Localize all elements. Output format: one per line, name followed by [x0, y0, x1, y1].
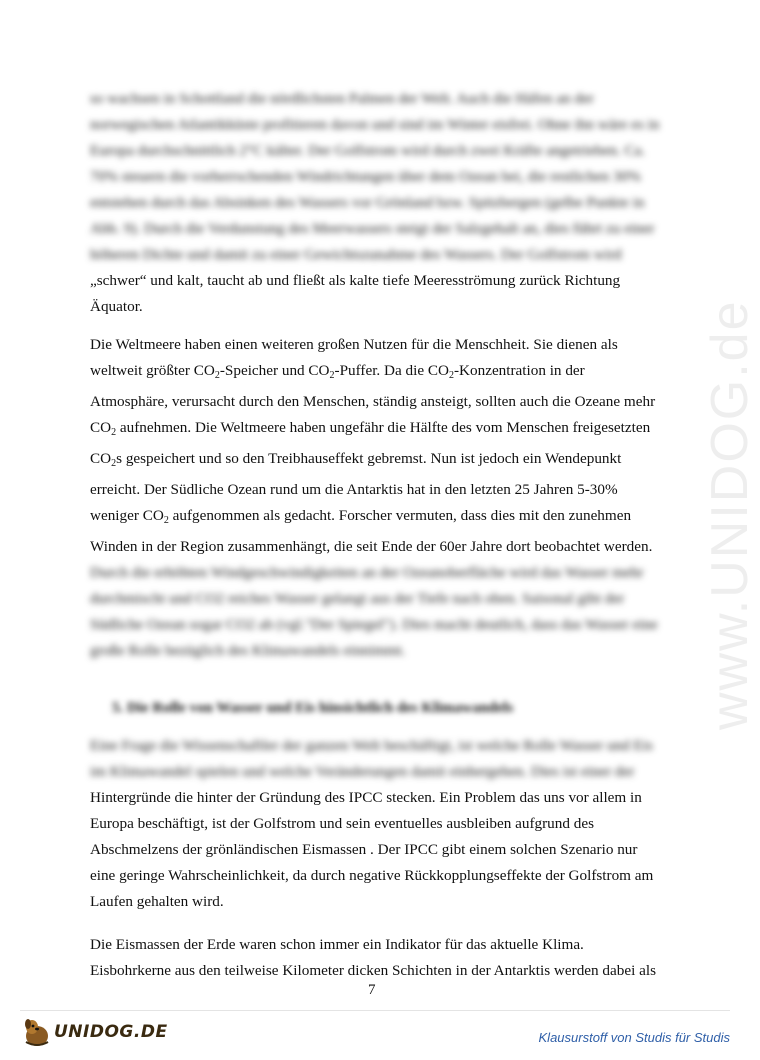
- text-line: [90, 503, 650, 534]
- unidog-logo: [20, 1016, 168, 1054]
- subscript: 2: [111, 427, 117, 438]
- text-fragment: CO: [90, 450, 112, 467]
- text-line: Die Weltmeere haben einen weiteren großen Nutzen für die Menschheit. Sie dienen als: [90, 336, 618, 353]
- text-line: [90, 446, 650, 477]
- text-line: höheren Dichte und damit zu einer Gewichtszunahme des Wassers. Der Golfstrom wird: [90, 246, 622, 263]
- text-fragment: -Konzentration in der: [453, 362, 585, 379]
- text-line: [90, 358, 650, 389]
- subscript: 2: [163, 515, 169, 526]
- text-fragment: aufnehmen. Die Weltmeere haben ungefähr die Hälfte des vom Menschen freigesetzten: [116, 419, 651, 436]
- subscript: 2: [329, 370, 335, 381]
- page-number: 7: [368, 982, 376, 998]
- text-line: durchmischt und CO2 reiches Wasser gelangt aus der Tiefe nach oben. Saisonal gibt der: [90, 590, 625, 607]
- text-line: entstehen durch das Absinken des Wassers vor Grönland bzw. Spitzbergen (gelbe Punkte in: [90, 194, 645, 211]
- text-line: Laufen gehalten wird.: [90, 893, 224, 910]
- text-line: Die Eismassen der Erde waren schon immer ein Indikator für das aktuelle Klima.: [90, 936, 584, 953]
- text-line: Äquator.: [90, 298, 143, 315]
- text-line: „schwer“ und kalt, taucht ab und fließt als kalte tiefe Meeresströmung zurück Richtung: [90, 272, 621, 289]
- text-line: [90, 415, 650, 446]
- text-line: Durch die erhöhten Windgeschwindigkeiten an der Ozeanoberfläche wird das Wasser mehr: [90, 564, 644, 581]
- subscript: 2: [111, 458, 117, 469]
- paragraph-gulf-stream: [90, 86, 660, 320]
- text-line: Winden in der Region zusammenhängt, die seit Ende der 60er Jahre dort beobachtet werden.: [90, 538, 653, 555]
- subscript: 2: [214, 370, 220, 381]
- text-line: Europa beschäftigt, ist der Golfstrom und sein eventuelles ausbleiben aufgrund des: [90, 815, 595, 832]
- text-fragment: weltweit größter CO: [90, 362, 215, 379]
- text-line: erreicht. Der Südliche Ozean rund um die Antarktis hat in den letzten 25 Jahren 5-30%: [90, 481, 618, 498]
- text-line: Abschmelzens der grönländischen Eismassen . Der IPCC gibt einem solchen Szenario nur: [90, 841, 638, 858]
- text-fragment: CO: [90, 419, 112, 436]
- text-fragment: -Puffer. Da die CO: [334, 362, 449, 379]
- text-fragment: weniger CO: [90, 507, 164, 524]
- dog-icon: [20, 1016, 54, 1050]
- blurred-text-block: [90, 86, 660, 268]
- text-line: 70% steuern die vorherrschenden Windrichtungen über dem Ozean bei, die restlichen 30%: [90, 168, 641, 185]
- logo-text: UNIDOG.DE: [54, 1022, 168, 1042]
- text-line: Eisbohrkerne aus den teilweise Kilometer dicken Schichten in der Antarktis werden dabei als: [90, 962, 656, 979]
- text-fragment: aufgenommen als gedacht. Forscher vermuten, dass dies mit den zunehmen: [168, 507, 632, 524]
- subscript: 2: [448, 370, 454, 381]
- text-line: Atmosphäre, verursacht durch den Menschen, ständig ansteigt, sollten auch die Ozeane mehr: [90, 393, 656, 410]
- section-heading: 5. Die Rolle von Wasser und Eis hinsichtlich des Klimawandels: [112, 700, 514, 716]
- watermark-text: www.UNIDOG.de: [701, 299, 759, 730]
- text-line: eine geringe Wahrscheinlichkeit, da durch negative Rückkopplungseffekte der Golfstrom am: [90, 867, 654, 884]
- paragraph-ice-masses: [90, 932, 656, 984]
- text-line: Eine Frage die Wissenschaftler der ganzen Welt beschäftigt, ist welche Rolle Wasser und Eis: [90, 737, 653, 754]
- text-fragment: s gespeichert und so den Treibhauseffekt gebremst. Nun ist jedoch ein Wendepunkt: [116, 450, 622, 467]
- paragraph-co2-storage: [90, 332, 658, 664]
- blurred-text-block: [90, 560, 658, 664]
- text-line: so wachsen in Schottland die nördlichsten Palmen der Welt. Auch die Häfen an der: [90, 90, 594, 107]
- paragraph-water-ice-role: [90, 733, 654, 915]
- text-line: Hintergründe die hinter der Gründung des IPCC stecken. Ein Problem das uns vor allem in: [90, 789, 642, 806]
- text-line: Südliche Ozean sogar CO2 ab (vgl."Der Spiegel"). Dies macht deutlich, dass das Wasser eine: [90, 616, 658, 633]
- text-fragment: -Speicher und CO: [219, 362, 330, 379]
- footer-divider: [20, 1010, 730, 1011]
- blurred-text-block: [90, 733, 653, 785]
- text-line: große Rolle bezüglich des Klimawandels einnimmt.: [90, 642, 406, 659]
- text-line: Europa durchschnittlich 2°C kälter. Der Golfstrom wird durch zwei Kräfte angetrieben. Ca.: [90, 142, 646, 159]
- footer-tagline: Klausurstoff von Studis für Studis: [538, 1030, 730, 1045]
- text-line: Abb. 9). Durch die Verdunstung des Meerwassers steigt der Salzgehalt an, dies führt zu einer: [90, 220, 655, 237]
- text-line: norwegischen Atlantikküste profitieren davon und sind im Winter eisfrei. Ohne ihn wäre es in: [90, 116, 660, 133]
- text-line: im Klimawandel spielen und welche Veränderungen damit einhergehen. Dies ist einer der: [90, 763, 635, 780]
